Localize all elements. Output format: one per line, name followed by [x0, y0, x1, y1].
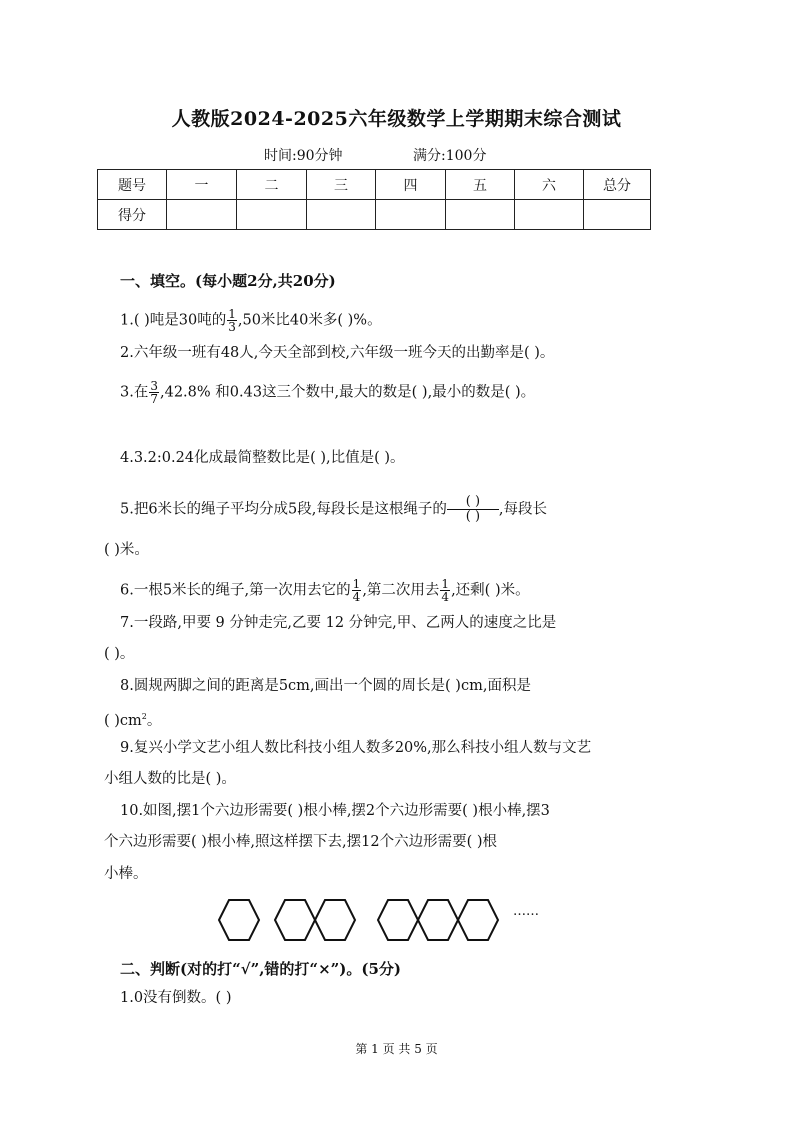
score-table-cell: 题号 — [98, 170, 167, 200]
score-input-cell[interactable] — [446, 200, 515, 230]
hexagon-shape — [275, 900, 315, 940]
exam-time: 时间:90分钟 — [264, 148, 343, 164]
page-title: 人教版2024-2025六年级数学上学期期末综合测试 — [171, 108, 622, 130]
ellipsis: …… — [513, 904, 539, 919]
hexagon-shape — [458, 900, 498, 940]
question-7-cont: ( )。 — [104, 646, 135, 662]
score-table-cell: 五 — [446, 170, 515, 200]
question-9: 9.复兴小学文艺小组人数比科技小组人数多20%,那么科技小组人数与文艺 — [120, 740, 592, 756]
question-1: 1.( )吨是30吨的 $\frac{1}{3}$ ,50米比40米多( )%。 — [120, 307, 382, 334]
hexagon-figure — [210, 890, 510, 950]
fraction: $\frac{1}{4}$ — [352, 577, 361, 604]
score-table-cell: 二 — [237, 170, 307, 200]
hexagon-shape — [418, 900, 458, 940]
exam-full-score: 满分:100分 — [413, 148, 487, 164]
question-8: 8.圆规两脚之间的距离是5cm,画出一个圆的周长是( )cm,面积是 — [120, 678, 531, 694]
question-8-cont: ( )$cm^2$。 — [104, 712, 162, 729]
question-6: 6.一根5米长的绳子,第一次用去它的 $\frac{1}{4}$ ,第二次用去 $\frac{1}{4}$ ,还剩( )米。 — [120, 577, 530, 604]
score-table-header-row — [98, 170, 651, 200]
hexagon-shape — [315, 900, 355, 940]
score-table-cell: 四 — [376, 170, 446, 200]
score-input-cell[interactable] — [167, 200, 237, 230]
score-table-cell: 得分 — [98, 200, 167, 230]
judge-question-1: 1.0没有倒数。( ) — [120, 990, 232, 1006]
score-input-cell[interactable] — [307, 200, 376, 230]
section2-heading: 二、判断(对的打“√”,错的打“×”)。(5分) — [120, 960, 401, 978]
score-table-cell: 六 — [515, 170, 584, 200]
fraction: $\frac{1}{3}$ — [228, 307, 236, 334]
question-10-cont2: 小棒。 — [104, 866, 148, 882]
question-10: 10.如图,摆1个六边形需要( )根小棒,摆2个六边形需要( )根小棒,摆3 — [120, 803, 550, 819]
section1-heading: 一、填空。(每小题2分,共20分) — [120, 272, 336, 290]
score-input-cell[interactable] — [376, 200, 446, 230]
score-input-cell[interactable] — [237, 200, 307, 230]
score-input-cell[interactable] — [515, 200, 584, 230]
blank-fraction[interactable]: $\frac{( )}{( )}$ — [447, 495, 499, 524]
question-4: 4.3.2:0.24化成最简整数比是( ),比值是( )。 — [120, 450, 405, 466]
score-table-cell: 总分 — [584, 170, 651, 200]
question-9-cont: 小组人数的比是( )。 — [104, 771, 236, 787]
fraction: $\frac{3}{7}$ — [150, 379, 158, 406]
hexagon-shape — [219, 900, 259, 940]
score-table — [97, 169, 651, 230]
score-table-score-row — [98, 200, 651, 230]
hexagon-shape — [378, 900, 418, 940]
question-2: 2.六年级一班有48人,今天全部到校,六年级一班今天的出勤率是( )。 — [120, 345, 555, 361]
score-table-cell: 一 — [167, 170, 237, 200]
question-5: 5.把6米长的绳子平均分成5段,每段长是这根绳子的 $\frac{( )}{( )}$ ,每段长 — [120, 494, 548, 524]
page-footer: 第 1 页 共 5 页 — [355, 1042, 438, 1056]
score-input-cell[interactable] — [584, 200, 651, 230]
question-3: 3.在 $\frac{3}{7}$ ,42.8% 和0.43这三个数中,最大的数是( ),最小的数是( )。 — [120, 379, 536, 406]
score-table-cell: 三 — [307, 170, 376, 200]
question-5-cont: ( )米。 — [104, 542, 149, 558]
question-10-cont: 个六边形需要( )根小棒,照这样摆下去,摆12个六边形需要( )根 — [104, 834, 498, 850]
question-7: 7.一段路,甲要 9 分钟走完,乙要 12 分钟完,甲、乙两人的速度之比是 — [120, 615, 557, 631]
fraction: $\frac{1}{4}$ — [441, 577, 450, 604]
